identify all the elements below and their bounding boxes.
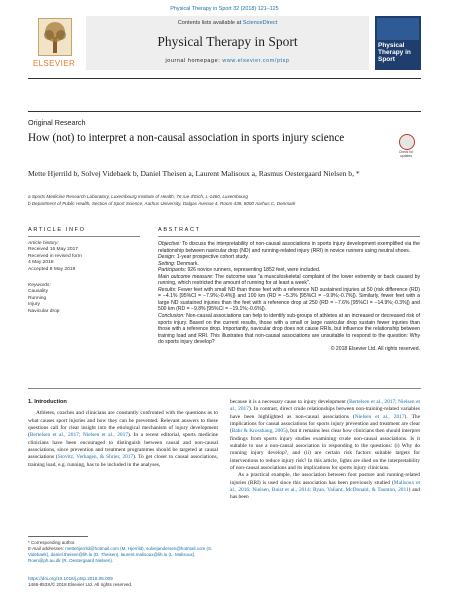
abstract-body bbox=[158, 241, 420, 352]
history-line: Accepted 8 May 2018 bbox=[28, 266, 76, 272]
article-info-heading: ARTICLE INFO bbox=[28, 227, 86, 233]
publisher-name: ELSEVIER bbox=[32, 59, 76, 68]
results-label: Results: bbox=[158, 286, 177, 293]
outcome-text: The outcome was "a musculoskeletal complaint of the lower extremity or back caused by running, which restricted the amount of running for at least a week". bbox=[158, 273, 420, 287]
body-text: ). In a recent editorial, sports medicine clinicians have been encouraged to distinguish between causal and non-causal associations, since prevention and treatment programmes should be targeted at causal associations ( bbox=[28, 432, 218, 461]
abstract-rule bbox=[158, 236, 420, 237]
doi-block bbox=[28, 576, 132, 588]
email-links[interactable]: mettehjerrild@hotmail.com (M. Hjerrild), solvejandersen@hotmail.com (S. Videbaek), daniel.theisen@lih.lu (D. Theisen), laurent.malisoux@lih.lu (L. Malisoux), Roen@ph.au.dk (R. Oestergaard Nielsen). bbox=[28, 546, 213, 563]
sciencedirect-link[interactable]: ScienceDirect bbox=[242, 20, 278, 26]
results-text: Fewer feet with small ND than those feet with a reference ND sustained injuries at 50 (risk difference (RD) = −4.1% [95%CI = −7.9%;-0.4%]) and 100 km (RD = −5.3% [95%CI = −9.9%;-0.7%]). Similarly, fewer feet with a large ND sustained injuries than the feet with a reference drop at 250 (RD = −7.6% [95%CI = −14.9%;-0.3%]) and 500 km (RD = −9.8% [95%CI = −19.1%;-0.6%]). bbox=[158, 286, 420, 313]
design-text: 1-year prospective cohort study. bbox=[175, 254, 249, 261]
journal-cover bbox=[375, 16, 421, 70]
author-list: Mette Hjerrild b, Solvej Videbaek b, Daniel Theisen a, Laurent Malisoux a, Rasmus Oestergaard Nielsen b, * bbox=[28, 169, 360, 178]
participants-label: Participants: bbox=[158, 267, 187, 274]
email-label: E-mail addresses: bbox=[28, 546, 66, 551]
citation-link[interactable]: Bahr & Krosshaug, 2005 bbox=[231, 428, 286, 435]
crossmark-icon bbox=[399, 134, 415, 150]
keywords-label: Keywords: bbox=[28, 283, 51, 288]
intro-paragraph-2 bbox=[230, 399, 420, 472]
abstract-outcome bbox=[158, 274, 420, 287]
homepage-link[interactable]: www.elsevier.com/ptsp bbox=[222, 58, 290, 64]
header-rule bbox=[28, 78, 421, 79]
setting-text: Denmark. bbox=[175, 260, 199, 267]
crossmark-label: Check for updates bbox=[398, 150, 414, 158]
keyword: Navicular drop bbox=[28, 308, 60, 314]
homepage-prefix: journal homepage: bbox=[165, 58, 223, 64]
history-line: 4 May 2018 bbox=[28, 260, 54, 266]
journal-reference[interactable]: Physical Therapy in Sport 32 (2018) 121–125 bbox=[170, 6, 279, 12]
cover-title: Physical Therapy in Sport bbox=[378, 42, 411, 63]
body-text: ), but it remains less clear how clinicians then should interpret findings from sports injury studies examining crude non-causal associations. Is it suitable to use a non-causal association in responding to the questions: (i) Why do running injury develop?, and (ii) are certain risk factors suitable targets for interventions to reduce injury risk? In this article, lights are shed on the interpretability of non-causal associations and its implications for sports injury clinicians. bbox=[230, 428, 421, 472]
header-rule-bottom bbox=[28, 111, 421, 112]
intro-paragraph-1 bbox=[28, 410, 218, 469]
article-type: Original Research bbox=[28, 118, 86, 127]
abstract-results bbox=[158, 287, 420, 313]
elsevier-logo bbox=[28, 16, 80, 71]
abstract-heading: ABSTRACT bbox=[158, 227, 201, 233]
abstract-conclusion bbox=[158, 313, 420, 346]
conclusion-label: Conclusion: bbox=[158, 313, 185, 320]
article-title: How (not) to interpret a non-causal association in sports injury science bbox=[28, 132, 345, 144]
conclusion-text: Non-causal associations can help to identify sub-groups of athletes at an increased or decreased risk of sports injury. Based on the current results, those with a small or large navicular drop sustain fewer injuries than those with a reference drop. Importantly, navicular drop does not cause RRIs, but influence the relationship between training load and RRI. This illustrates that non-causal associations are unsuitable to respond to the question: Why do sports injury develop? bbox=[158, 313, 420, 346]
body-text: ). To get closer to causal associations, training load, e.g. running, has to be included in the analyses, bbox=[28, 454, 218, 468]
citation-link[interactable]: Bertelsen et al., 2017; Nielsen et al., 2017 bbox=[29, 432, 128, 439]
issn-line: 1466-853X/© 2018 Elsevier Ltd. All rights reserved. bbox=[28, 582, 133, 587]
abstract-objective bbox=[158, 241, 420, 254]
citation-link[interactable]: Malisoux et al., 2016; Nielsen, Buist et al., 2014; Ryan, Valiant, McDonald, & Taunton, 2011 bbox=[230, 479, 420, 494]
elsevier-tree-icon bbox=[38, 18, 72, 56]
body-text: ) and has been bbox=[230, 487, 420, 501]
outcome-label: Main outcome measure: bbox=[158, 273, 214, 280]
body-text: Athletes, coaches and clinicians are constantly confronted with the questions as to what causes sport injuries and how they can be prevented. Relevant answers to these questions call for clear insight into the etiological mechanism of injury development ( bbox=[28, 410, 218, 439]
keyword: Injury bbox=[28, 302, 40, 308]
objective-text: To discuss the interpretability of non-causal associations in sports injury development exemplified via the relationship between navicular drop (ND) and running-related injury (RRI) in novice runners using neutral shoes. bbox=[158, 241, 420, 254]
journal-banner bbox=[86, 16, 369, 70]
body-column-right bbox=[230, 399, 420, 502]
citation-link[interactable]: Bertelsen et al., 2017; Nielsen et al., 2017 bbox=[230, 399, 420, 413]
journal-homepage bbox=[86, 58, 369, 64]
design-label: Design: bbox=[158, 254, 176, 261]
doi-link[interactable]: https://doi.org/10.1016/j.ptsp.2018.05.009 bbox=[28, 576, 113, 581]
journal-title: Physical Therapy in Sport bbox=[157, 34, 298, 49]
body-column-left bbox=[28, 399, 218, 469]
objective-label: Objective: bbox=[158, 241, 181, 247]
affiliation-a: a Sports Medicine Research Laboratory, Luxembourg Institute of Health, 76 rue d'Eich, L-1460, Luxembourg bbox=[28, 194, 248, 199]
article-history bbox=[28, 241, 138, 273]
abstract-copyright: © 2018 Elsevier Ltd. All rights reserved. bbox=[330, 345, 420, 352]
abstract-bottom-rule bbox=[28, 388, 421, 389]
contents-prefix: Contents lists available at bbox=[177, 20, 243, 26]
section-heading-introduction: 1. Introduction bbox=[28, 399, 67, 405]
cover-image bbox=[377, 18, 419, 40]
history-line: Received in revised form bbox=[28, 253, 82, 259]
footnote-emails bbox=[28, 546, 218, 564]
keyword: Causality bbox=[28, 289, 49, 295]
body-text: As a practical example, the association between foot posture and running-related injuries (RRI) is used since this association has been previously studied ( bbox=[230, 472, 420, 486]
article-history-label: Article history: bbox=[28, 241, 59, 246]
keyword: Running bbox=[28, 295, 47, 301]
history-line: Received 16 May 2017 bbox=[28, 247, 79, 253]
citation-link[interactable]: Nielsen et al., 2017 bbox=[354, 413, 405, 420]
body-text: because it is a necessary cause to injury development ( bbox=[230, 399, 350, 405]
body-text: ). The implications for causal associations for sports injury prevention and treatment are clear ( bbox=[230, 413, 420, 435]
corresponding-author-footnote bbox=[28, 540, 218, 564]
setting-label: Setting: bbox=[158, 260, 176, 267]
contents-line bbox=[86, 20, 369, 26]
footnote-star: * Corresponding author. bbox=[28, 540, 76, 545]
intro-paragraph-3 bbox=[230, 472, 420, 501]
participants-text: 926 novice runners, representing 1852 feet, were included. bbox=[186, 267, 321, 274]
keywords bbox=[28, 283, 138, 315]
footnote-rule bbox=[28, 536, 88, 537]
article-info-rule bbox=[28, 236, 140, 237]
crossmark-badge[interactable] bbox=[395, 134, 417, 160]
affiliation-b: b Department of Public Health, Section of Sport Science, Aarhus University, Dalgas Avenue 4, Room 438, 8000 Aarhus C, Denmark bbox=[28, 201, 296, 206]
citation-link[interactable]: Stovitz, Verhagen, & Shrier, 2017 bbox=[57, 454, 134, 461]
body-text: ). In contrast, direct crude relationships between non-training-related variables have been highlighted as non-causal associations ( bbox=[230, 406, 420, 420]
journal-header bbox=[28, 16, 421, 71]
